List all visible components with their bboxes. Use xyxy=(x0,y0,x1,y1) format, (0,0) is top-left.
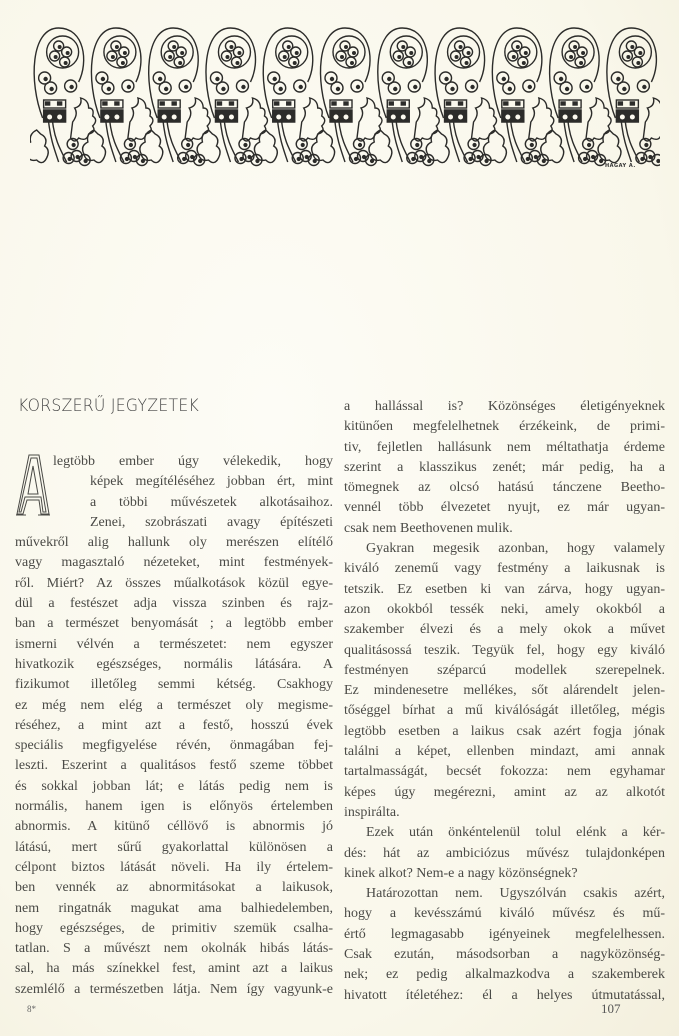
text-line: csak nem Beethovenen mulik. xyxy=(344,520,513,536)
text-line: értő legmagasabb igényeinek megfelelhessen. xyxy=(344,926,665,942)
text-line: hivatott ítéletéhez: él a helyes útmutatással, xyxy=(344,987,665,1003)
text-line: ez még nem elég a természet oly megisme- xyxy=(15,697,333,713)
text-line: ről. Miért? Az összes műalkotások közül egye- xyxy=(15,575,333,591)
paragraph xyxy=(344,539,665,823)
text-line: képek megítéléséhez jobban ért, mint xyxy=(90,474,333,490)
text-line: leszti. Eszerint a qualitásos festő szeme többet xyxy=(15,758,333,774)
text-line: hivatkozik egészséges, normális látására. A xyxy=(15,656,333,672)
text-line: a többi művészetek alkotásaihoz. xyxy=(90,494,333,510)
text-line: tartalmasságát, becsét fokozza: nem egyhamar xyxy=(344,764,665,780)
signature-mark: 8* xyxy=(27,1004,36,1014)
text-line: tiv, fejletlen hallásunk nem méltathatja érdeme xyxy=(344,439,665,455)
text-line: szakember élvezi és a mely okok a művet xyxy=(344,622,665,638)
paragraph xyxy=(344,397,665,539)
text-line: normális, hanem igen is előnyös értelemben xyxy=(15,799,333,815)
paragraph xyxy=(344,823,665,884)
text-line: Határozottan nem. Ugyszólván csakis azért, xyxy=(366,886,665,902)
text-line: kinek alkot? Nem-e a nagy közönségnek? xyxy=(344,865,578,881)
text-line: vennél több élvezetet nyujt, ez már ugyan- xyxy=(344,500,665,516)
text-line: sal, ha más színekkel fest, amint azt a laikus xyxy=(15,961,333,977)
text-line: képes úgy megérezni, amint az az alkotót xyxy=(344,784,665,800)
text-line: szerint a klasszikus zenét; már pedig, ha a xyxy=(344,459,665,475)
text-line: ben vennék az abnormitásokat a laikusok, xyxy=(15,880,333,896)
text-line: Zenei, szobrászati avagy építészeti xyxy=(90,514,333,530)
text-line: dés: hát az ambiciózus művész tulajdonképen xyxy=(344,845,665,861)
text-line: célpont biztos látását növeli. Ha ily értelem- xyxy=(15,859,333,875)
text-line: Ezek után önkéntelenül tolul elénk a kér- xyxy=(366,825,665,841)
text-line: tetszik. Ez esetben ki van zárva, hogy ugyan- xyxy=(344,581,665,597)
text-line: látású, mert sűrű gyakorlattal különösen a xyxy=(15,839,333,855)
text-line: nek; ez pedig alkalmazkodva a szakemberek xyxy=(344,967,665,983)
text-line: művekről alig hallunk oly merészen elítélő xyxy=(15,535,333,551)
floral-ornament-header xyxy=(30,22,660,170)
right-column xyxy=(344,397,665,1006)
text-line: szemlélő a természetben látja. Nem így vagyunk-e xyxy=(15,981,333,997)
text-line: fizikumot illetőleg semmi kétség. Csakhogy xyxy=(15,677,333,693)
text-line: hogy egészséges, de primitiv szemük csalha- xyxy=(15,920,333,936)
text-line: dül a festészet adja vissza szinben és rajz- xyxy=(15,596,333,612)
text-line: legtöbb ember úgy vélekedik, hogy xyxy=(53,454,333,469)
text-line: Gyakran megesik azonban, hogy valamely xyxy=(366,541,665,557)
text-line: abnormis. A kitünő céllövő is abnormis jó xyxy=(15,819,333,835)
text-line: festményen széparcú modellek szerepelnek. xyxy=(344,662,665,678)
text-line: tömegnek az olcsó hatású tánczene Beetho- xyxy=(344,480,665,496)
text-line: azon okokból tessék neki, amely okokból a xyxy=(344,601,665,617)
article-title: KORSZERŰ JEGYZETEK xyxy=(18,396,200,416)
text-line: hogy a kevésszámú kiváló művész és mű- xyxy=(344,906,665,922)
text-line: vagy magasztaló nézeteket, mint festmények- xyxy=(15,555,333,571)
text-line: ismerni vélvén a természetet: nem egyszer xyxy=(15,636,333,652)
page-number: 107 xyxy=(601,1001,621,1016)
left-column xyxy=(15,452,333,1000)
text-line: tatlan. S a művészt nem okolnák hibás látás- xyxy=(15,941,333,957)
right-column-text xyxy=(344,397,665,1006)
text-line: kitünően megfelelhetnek érzékeink, de primi- xyxy=(344,419,665,435)
text-line: Csak ezután, másodsorban a nagyközönség- xyxy=(344,947,665,963)
text-line: a hallással is? Közönséges életigényeknek xyxy=(344,399,665,414)
drop-cap-a-icon xyxy=(15,452,51,518)
text-line: speciális megfigyelése révén, önmagában fej- xyxy=(15,738,333,754)
text-line: legtöbb esetben a laikus csak azért fogja jónak xyxy=(344,723,665,739)
text-line: Ez mindenesetre mellékes, sőt alárendelt jelen- xyxy=(344,683,665,699)
paragraph xyxy=(344,884,665,1006)
text-line: találni a képet, ellenben mindazt, ami annak xyxy=(344,744,665,760)
text-line: kiváló zenemű vagy festmény a laikusnak is xyxy=(344,561,665,577)
text-line: réséhez, a mint azt a festő, hosszú évek xyxy=(15,717,333,733)
text-line: nem ringatnák magukat ama balhiedelemben, xyxy=(15,900,333,916)
text-line: és sokkal jobban lát; e látás pedig nem is xyxy=(15,778,333,794)
illustrator-signature: HAGAY A. xyxy=(605,163,636,169)
left-column-text xyxy=(15,452,333,1000)
text-line: tőséggel bírhat a mű kiválóságát illetőleg, mégis xyxy=(344,703,665,719)
text-line: ban a természet benyomását ; a legtöbb ember xyxy=(15,616,333,632)
text-line: inspirálta. xyxy=(344,804,400,820)
text-line: qualitásossá teszik. Tegyük fel, hogy egy kiváló xyxy=(344,642,665,658)
